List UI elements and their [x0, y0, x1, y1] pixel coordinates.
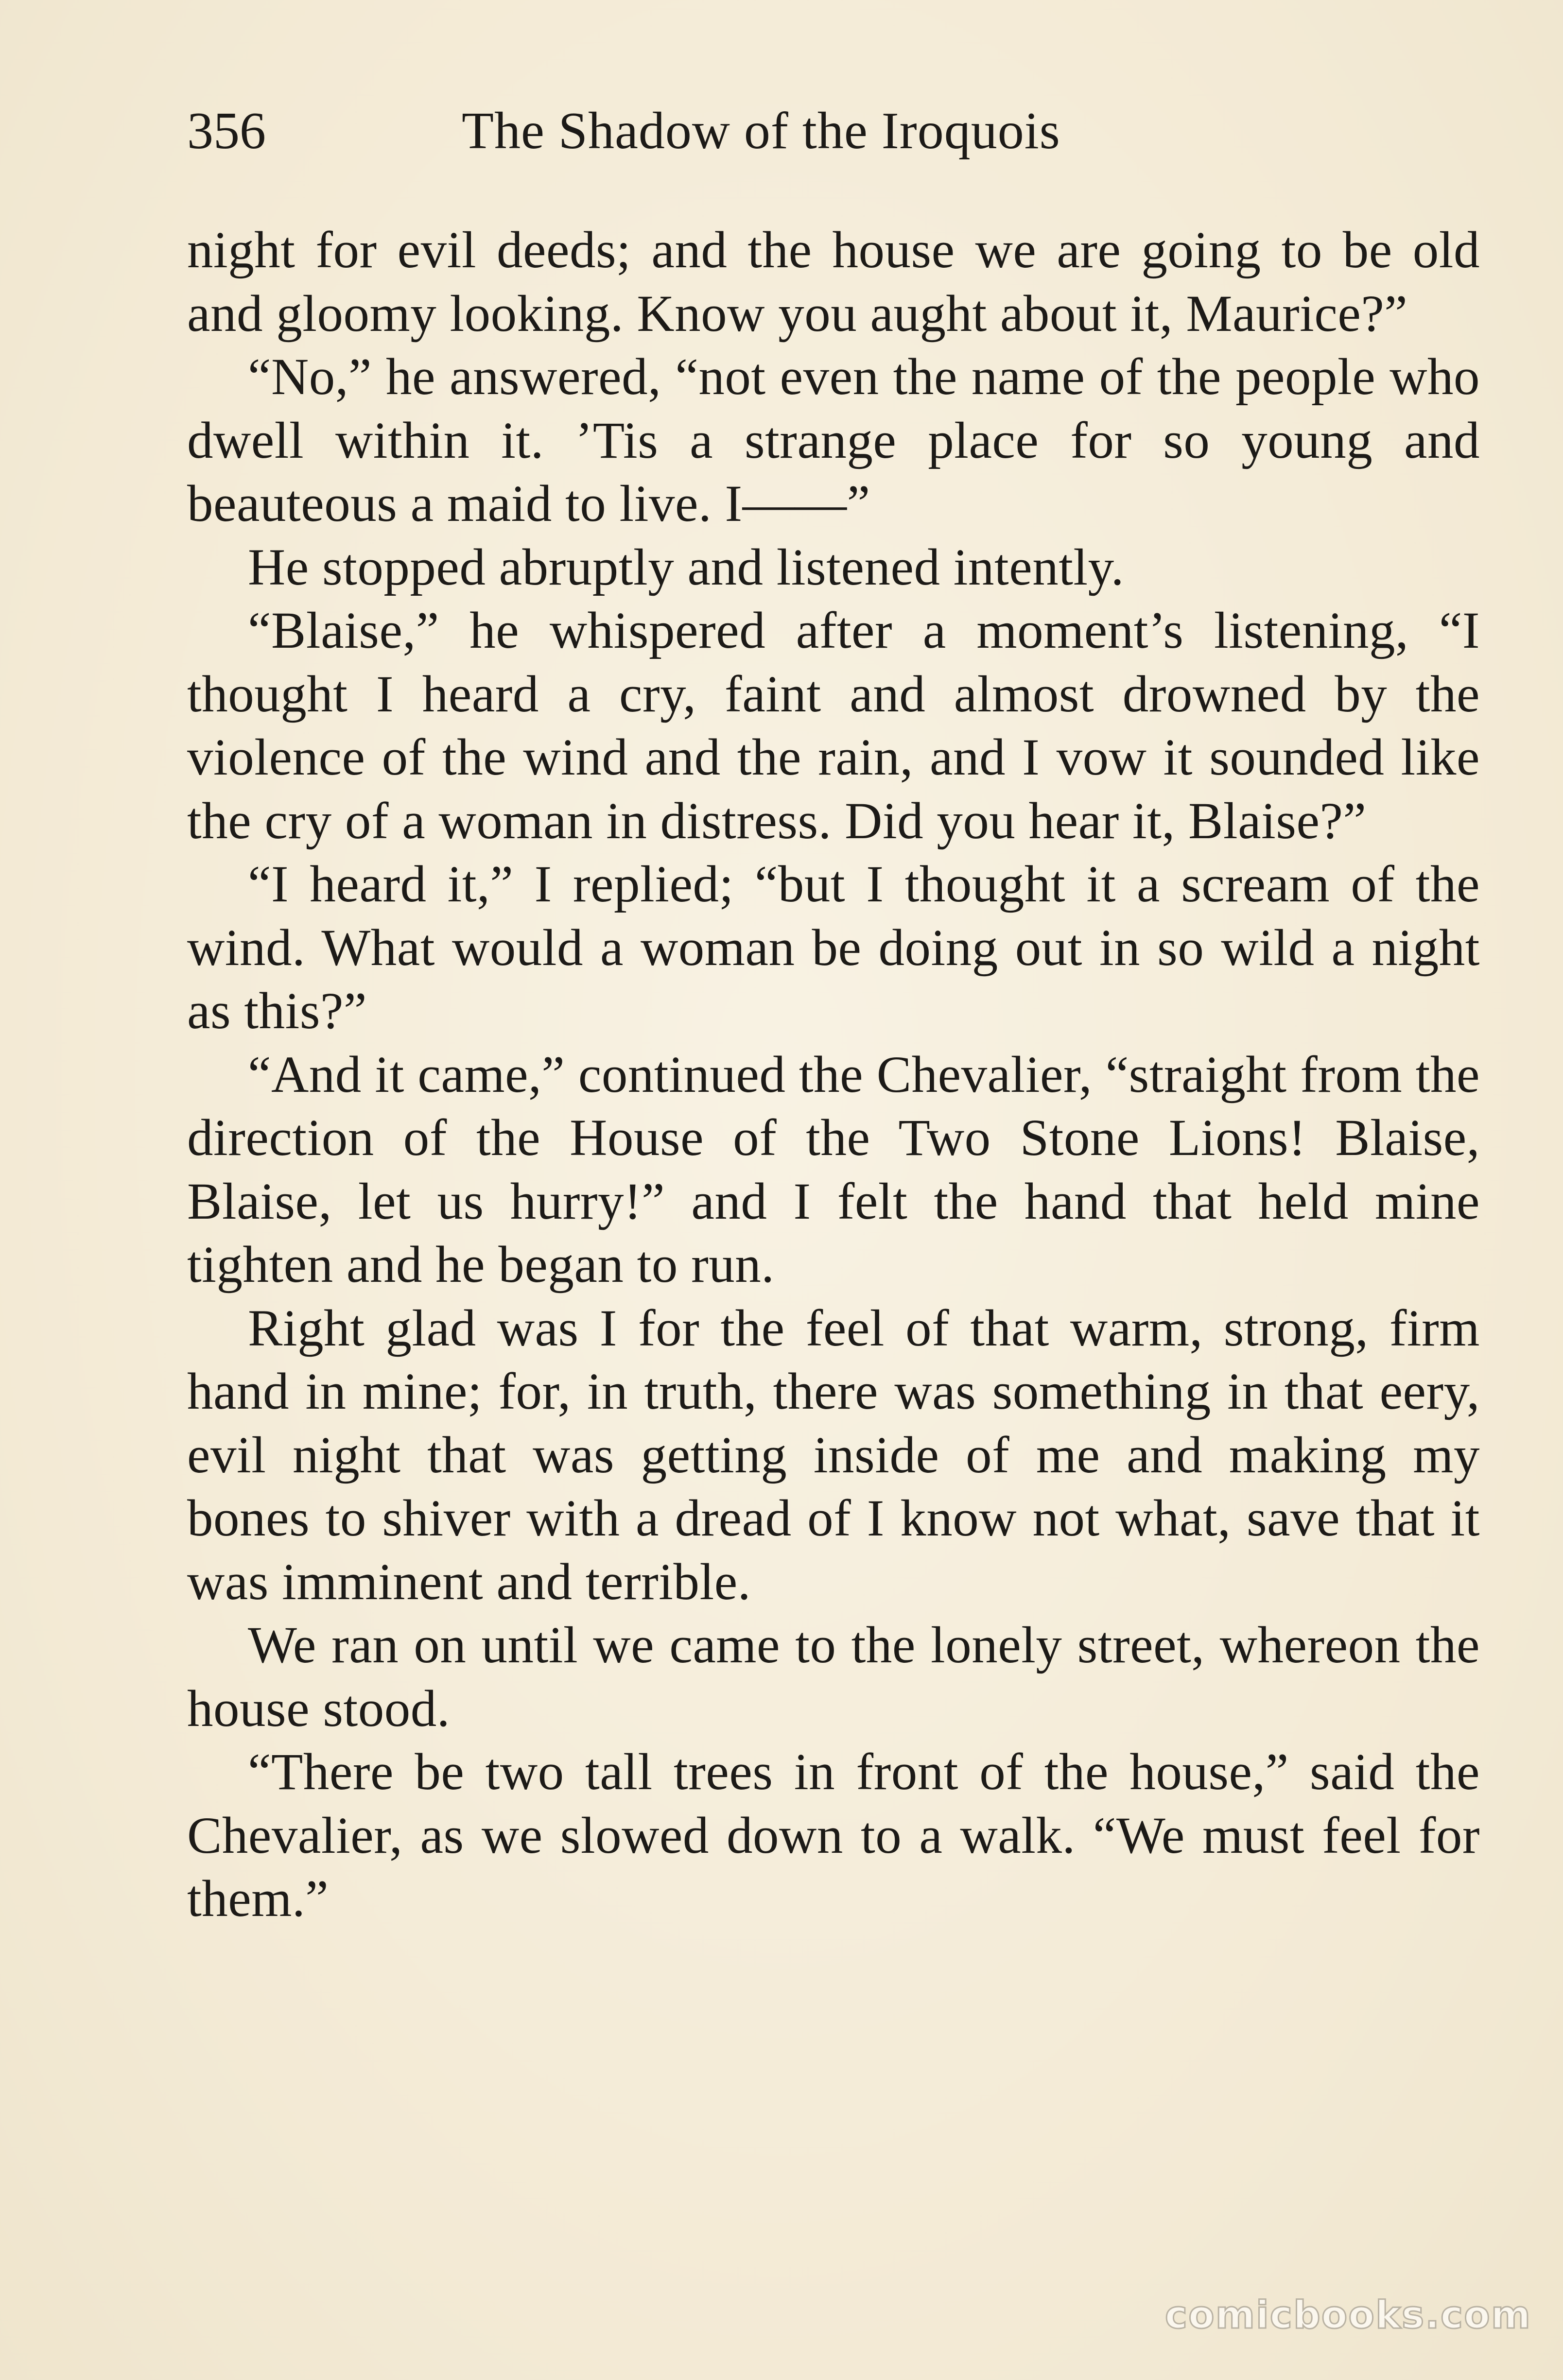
paragraph: “Blaise,” he whispered after a moment’s listening, “I thought I heard a cry, faint and almost drowned by the violence of the wind and the rain, and I vow it sounded like the cry of a woman in distress. Did you hear it, Blaise?”: [187, 602, 1480, 850]
paragraph: “No,” he answered, “not even the name of the people who dwell within it. ’Tis a strange place for so young and beauteous a maid to live. I——”: [187, 348, 1480, 533]
paragraph: “There be two tall trees in front of the house,” said the Chevalier, as we slowed down to a walk. “We must feel for them.”: [187, 1743, 1480, 1928]
page-header: [187, 100, 1480, 163]
page-number: 356: [187, 102, 266, 160]
paragraph: night for evil deeds; and the house we are going to be old and gloomy looking. Know you aught about it, Maurice?”: [187, 222, 1480, 343]
paragraph: “I heard it,” I replied; “but I thought it a scream of the wind. What would a woman be doing out in so wild a night as this?”: [187, 856, 1480, 1040]
body-text: [187, 219, 1480, 1931]
paragraph: We ran on until we came to the lonely street, whereon the house stood.: [187, 1617, 1480, 1738]
paragraph: Right glad was I for the feel of that warm, strong, firm hand in mine; for, in truth, there was something in that eery, evil night that was getting inside of me and making my bones to shiver with a dread of I know not what, save that it was imminent and terrible.: [187, 1299, 1480, 1611]
paragraph: “And it came,” continued the Chevalier, “straight from the direction of the House of the Two Stone Lions! Blaise, Blaise, let us hurry!” and I felt the hand that held mine tighten and he began to run.: [187, 1046, 1480, 1293]
paragraph: He stopped abruptly and listened intently.: [248, 538, 1124, 596]
running-title: The Shadow of the Iroquois: [462, 102, 1060, 160]
watermark: comicbooks.com: [1164, 2294, 1531, 2337]
